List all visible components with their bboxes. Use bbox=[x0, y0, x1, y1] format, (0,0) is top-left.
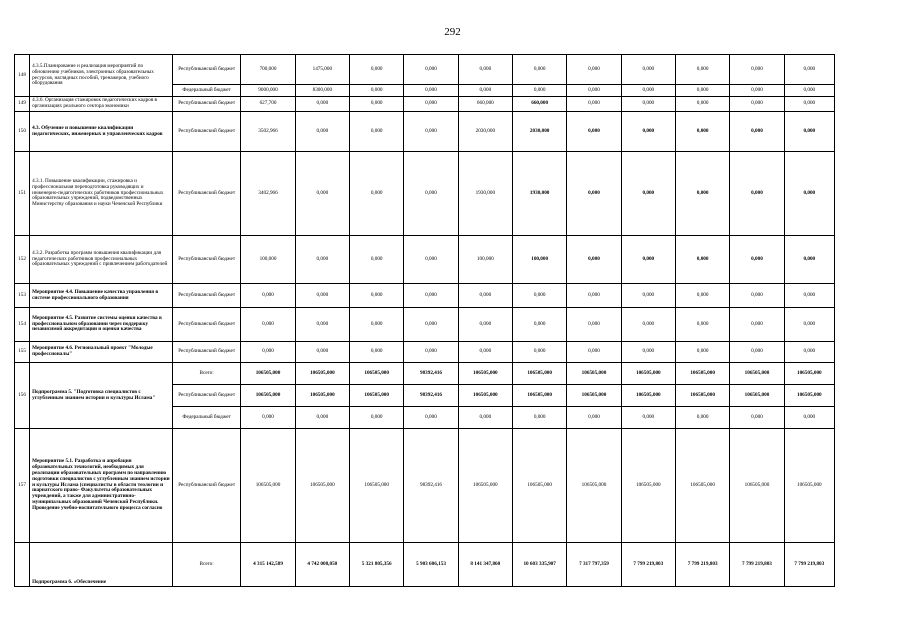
row-number: 155 bbox=[15, 342, 30, 363]
amount-cell: 0,000 bbox=[675, 112, 729, 152]
amount-cell: 98392,416 bbox=[404, 385, 458, 407]
amount-cell: 0,000 bbox=[458, 407, 512, 429]
amount-cell: 1475,000 bbox=[295, 55, 349, 85]
amount-cell: 0,000 bbox=[404, 112, 458, 152]
row-number: 150 bbox=[15, 112, 30, 152]
amount-cell: 0,000 bbox=[621, 284, 675, 308]
amount-cell: 0,000 bbox=[241, 407, 295, 429]
amount-cell: 106505,000 bbox=[350, 429, 404, 543]
amount-cell: 0,000 bbox=[621, 112, 675, 152]
amount-cell: 0,000 bbox=[404, 407, 458, 429]
funding-source: Республиканский бюджет bbox=[172, 284, 240, 308]
amount-cell: 7 799 219,803 bbox=[621, 543, 675, 587]
amount-cell: 9000,000 bbox=[241, 85, 295, 97]
amount-cell: 0,000 bbox=[730, 112, 784, 152]
table-row bbox=[15, 342, 835, 363]
funding-source: Республиканский бюджет bbox=[172, 308, 240, 342]
row-title: Мероприятие 4.4. Повышение качества управления в системе профессионального образования bbox=[30, 284, 173, 308]
amount-cell: 2030,000 bbox=[512, 112, 566, 152]
amount-cell: 106505,000 bbox=[621, 363, 675, 385]
amount-cell: 0,000 bbox=[295, 407, 349, 429]
amount-cell: 0,000 bbox=[730, 55, 784, 85]
amount-cell: 0,000 bbox=[730, 152, 784, 236]
table-row bbox=[15, 284, 835, 308]
amount-cell: 0,000 bbox=[567, 85, 621, 97]
amount-cell: 0,000 bbox=[784, 112, 834, 152]
amount-cell: 0,000 bbox=[567, 236, 621, 284]
amount-cell: 0,000 bbox=[621, 407, 675, 429]
amount-cell: 106505,000 bbox=[567, 429, 621, 543]
amount-cell: 0,000 bbox=[295, 342, 349, 363]
amount-cell: 10 603 335,907 bbox=[512, 543, 566, 587]
amount-cell: 5 321 805,356 bbox=[350, 543, 404, 587]
amount-cell: 106505,000 bbox=[295, 385, 349, 407]
funding-source: Федеральный бюджет bbox=[172, 85, 240, 97]
amount-cell: 0,000 bbox=[784, 236, 834, 284]
amount-cell: 98392,416 bbox=[404, 429, 458, 543]
funding-source: Республиканский бюджет bbox=[172, 112, 240, 152]
amount-cell: 0,000 bbox=[404, 342, 458, 363]
amount-cell: 0,000 bbox=[512, 85, 566, 97]
amount-cell: 0,000 bbox=[675, 407, 729, 429]
amount-cell: 106505,000 bbox=[295, 429, 349, 543]
row-title: 4.3. Обучение и повышение квалификации педагогических, инженерных и управленческих кадров bbox=[30, 112, 173, 152]
amount-cell: 1930,000 bbox=[458, 152, 512, 236]
row-number: 157 bbox=[15, 429, 30, 543]
amount-cell: 0,000 bbox=[512, 55, 566, 85]
amount-cell: 106505,000 bbox=[512, 385, 566, 407]
amount-cell: 660,000 bbox=[458, 97, 512, 112]
row-number: 156 bbox=[15, 363, 30, 429]
amount-cell: 0,000 bbox=[621, 342, 675, 363]
amount-cell: 0,000 bbox=[567, 342, 621, 363]
amount-cell: 4 315 142,589 bbox=[241, 543, 295, 587]
table-row bbox=[15, 55, 835, 85]
amount-cell: 0,000 bbox=[350, 407, 404, 429]
amount-cell: 106505,000 bbox=[295, 363, 349, 385]
amount-cell: 0,000 bbox=[621, 85, 675, 97]
amount-cell: 0,000 bbox=[350, 97, 404, 112]
amount-cell: 106505,000 bbox=[784, 363, 834, 385]
amount-cell: 0,000 bbox=[621, 152, 675, 236]
amount-cell: 0,000 bbox=[458, 308, 512, 342]
amount-cell: 3502,966 bbox=[241, 112, 295, 152]
amount-cell: 0,000 bbox=[784, 55, 834, 85]
amount-cell: 0,000 bbox=[730, 407, 784, 429]
amount-cell: 0,000 bbox=[295, 112, 349, 152]
amount-cell: 0,000 bbox=[784, 407, 834, 429]
amount-cell: 106505,000 bbox=[675, 363, 729, 385]
row-title: 4.3.2. Разработка программ повышения квалификации для педагогических работников профессиональных образовательных учреждений с привлечением работодателей bbox=[30, 236, 173, 284]
amount-cell: 0,000 bbox=[567, 55, 621, 85]
amount-cell: 0,000 bbox=[241, 284, 295, 308]
amount-cell: 106505,000 bbox=[512, 429, 566, 543]
budget-table bbox=[14, 54, 835, 587]
amount-cell: 0,000 bbox=[675, 152, 729, 236]
amount-cell: 0,000 bbox=[295, 236, 349, 284]
table-row bbox=[15, 112, 835, 152]
row-number: 153 bbox=[15, 284, 30, 308]
amount-cell: 0,000 bbox=[241, 308, 295, 342]
amount-cell: 106505,000 bbox=[675, 429, 729, 543]
amount-cell: 0,000 bbox=[512, 407, 566, 429]
amount-cell: 0,000 bbox=[512, 308, 566, 342]
amount-cell: 0,000 bbox=[404, 308, 458, 342]
amount-cell: 0,000 bbox=[621, 97, 675, 112]
table-row bbox=[15, 543, 835, 587]
row-title: 4.3.6. Организация стажировок педагогических кадров в организациях реального сектора экономики bbox=[30, 97, 173, 112]
amount-cell: 0,000 bbox=[567, 284, 621, 308]
row-title: Мероприятие 4.5. Развитие системы оценки качества в профессиональном образовании через поддержку независимой аккредитации и оценки качества bbox=[30, 308, 173, 342]
amount-cell: 0,000 bbox=[730, 236, 784, 284]
funding-source: Республиканский бюджет bbox=[172, 342, 240, 363]
amount-cell: 106505,000 bbox=[458, 429, 512, 543]
row-number bbox=[15, 543, 30, 587]
amount-cell: 0,000 bbox=[784, 97, 834, 112]
row-number: 149 bbox=[15, 97, 30, 112]
amount-cell: 0,000 bbox=[621, 55, 675, 85]
amount-cell: 0,000 bbox=[458, 342, 512, 363]
amount-cell: 0,000 bbox=[458, 55, 512, 85]
amount-cell: 106505,000 bbox=[621, 429, 675, 543]
amount-cell: 106505,000 bbox=[730, 429, 784, 543]
amount-cell: 2030,000 bbox=[458, 112, 512, 152]
amount-cell: 0,000 bbox=[295, 308, 349, 342]
amount-cell: 0,000 bbox=[730, 308, 784, 342]
amount-cell: 106505,000 bbox=[730, 363, 784, 385]
amount-cell: 7 799 219,803 bbox=[784, 543, 834, 587]
funding-source: Республиканский бюджет bbox=[172, 429, 240, 543]
amount-cell: 106505,000 bbox=[784, 429, 834, 543]
amount-cell: 0,000 bbox=[458, 284, 512, 308]
row-title: Подпрограмма 5. "Подготовка специалистов с углубленным знанием истории и культуры Ислама" bbox=[30, 363, 173, 429]
amount-cell: 0,000 bbox=[567, 112, 621, 152]
amount-cell: 100,000 bbox=[458, 236, 512, 284]
row-title: 4.3.5.Планирование и реализация мероприятий по обновлению учебников, электронных образовательных ресурсов, наглядных пособий, тренажеров, учебного оборудования bbox=[30, 55, 173, 97]
amount-cell: 3402,966 bbox=[241, 152, 295, 236]
amount-cell: 0,000 bbox=[784, 284, 834, 308]
amount-cell: 0,000 bbox=[567, 97, 621, 112]
amount-cell: 0,000 bbox=[621, 308, 675, 342]
page-number: 292 bbox=[444, 26, 461, 38]
amount-cell: 106505,000 bbox=[567, 385, 621, 407]
funding-source: Федеральный бюджет bbox=[172, 407, 240, 429]
amount-cell: 0,000 bbox=[295, 284, 349, 308]
amount-cell: 0,000 bbox=[730, 284, 784, 308]
amount-cell: 8300,000 bbox=[295, 85, 349, 97]
amount-cell: 0,000 bbox=[730, 97, 784, 112]
amount-cell: 0,000 bbox=[675, 284, 729, 308]
row-title: Мероприятие 5.1. Разработка и апробация образовательных технологий, необходимых для реализации образовательных программ по направлению подготовки специалистов с углубленным знанием истории и культуры Ислама (специалисты в области теологии и шариатского право- Факультеты образовательных учреждений, а также для административно-муниципальных образований Чеченской Республики. Проведение учебно-воспитательного процесса согласно bbox=[30, 429, 173, 543]
row-number: 154 bbox=[15, 308, 30, 342]
table-row bbox=[15, 308, 835, 342]
row-number: 151 bbox=[15, 152, 30, 236]
amount-cell: 0,000 bbox=[675, 97, 729, 112]
amount-cell: 0,000 bbox=[784, 308, 834, 342]
amount-cell: 106505,000 bbox=[241, 385, 295, 407]
amount-cell: 700,000 bbox=[241, 55, 295, 85]
amount-cell: 0,000 bbox=[512, 342, 566, 363]
amount-cell: 0,000 bbox=[350, 152, 404, 236]
funding-source: Республиканский бюджет bbox=[172, 385, 240, 407]
amount-cell: 4 742 008,050 bbox=[295, 543, 349, 587]
amount-cell: 0,000 bbox=[404, 55, 458, 85]
amount-cell: 7 317 797,359 bbox=[567, 543, 621, 587]
amount-cell: 0,000 bbox=[567, 407, 621, 429]
amount-cell: 0,000 bbox=[350, 284, 404, 308]
row-title: 4.3.1. Повышение квалификации, стажировка и профессиональная переподготовка руководящих и инженерно-педагогических работников профессиональных образовательных учреждений, подведомственных Министерству образования и науки Чеченской Республики bbox=[30, 152, 173, 236]
funding-source: Республиканский бюджет bbox=[172, 55, 240, 85]
amount-cell: 106505,000 bbox=[458, 385, 512, 407]
amount-cell: 0,000 bbox=[350, 236, 404, 284]
amount-cell: 0,000 bbox=[512, 284, 566, 308]
amount-cell: 0,000 bbox=[675, 236, 729, 284]
amount-cell: 0,000 bbox=[404, 236, 458, 284]
amount-cell: 106505,000 bbox=[458, 363, 512, 385]
amount-cell: 0,000 bbox=[675, 85, 729, 97]
table-row bbox=[15, 363, 835, 385]
amount-cell: 106505,000 bbox=[512, 363, 566, 385]
amount-cell: 100,000 bbox=[512, 236, 566, 284]
amount-cell: 7 799 219,803 bbox=[730, 543, 784, 587]
amount-cell: 0,000 bbox=[404, 97, 458, 112]
amount-cell: 0,000 bbox=[567, 308, 621, 342]
amount-cell: 106505,000 bbox=[350, 363, 404, 385]
funding-source: Республиканский бюджет bbox=[172, 97, 240, 112]
amount-cell: 627,700 bbox=[241, 97, 295, 112]
amount-cell: 7 799 219,803 bbox=[675, 543, 729, 587]
table-row bbox=[15, 97, 835, 112]
amount-cell: 0,000 bbox=[784, 342, 834, 363]
amount-cell: 106505,000 bbox=[730, 385, 784, 407]
amount-cell: 1930,000 bbox=[512, 152, 566, 236]
amount-cell: 0,000 bbox=[567, 152, 621, 236]
amount-cell: 0,000 bbox=[350, 308, 404, 342]
amount-cell: 0,000 bbox=[404, 284, 458, 308]
amount-cell: 0,000 bbox=[784, 152, 834, 236]
amount-cell: 0,000 bbox=[675, 308, 729, 342]
amount-cell: 0,000 bbox=[730, 342, 784, 363]
amount-cell: 0,000 bbox=[404, 85, 458, 97]
amount-cell: 106505,000 bbox=[241, 429, 295, 543]
amount-cell: 0,000 bbox=[675, 55, 729, 85]
amount-cell: 0,000 bbox=[730, 85, 784, 97]
amount-cell: 0,000 bbox=[350, 85, 404, 97]
table-row bbox=[15, 429, 835, 543]
row-number: 148 bbox=[15, 55, 30, 97]
row-title: Мероприятие 4.6. Региональный проект "Молодые профессионалы" bbox=[30, 342, 173, 363]
amount-cell: 106505,000 bbox=[350, 385, 404, 407]
table-row bbox=[15, 236, 835, 284]
amount-cell: 0,000 bbox=[350, 342, 404, 363]
amount-cell: 106505,000 bbox=[621, 385, 675, 407]
amount-cell: 5 903 606,153 bbox=[404, 543, 458, 587]
funding-source: Республиканский бюджет bbox=[172, 236, 240, 284]
funding-source: Всего: bbox=[172, 363, 240, 385]
amount-cell: 106505,000 bbox=[675, 385, 729, 407]
amount-cell: 660,000 bbox=[512, 97, 566, 112]
amount-cell: 0,000 bbox=[675, 342, 729, 363]
amount-cell: 0,000 bbox=[621, 236, 675, 284]
funding-source: Всего: bbox=[172, 543, 240, 587]
amount-cell: 106505,000 bbox=[241, 363, 295, 385]
table-row bbox=[15, 152, 835, 236]
amount-cell: 8 141 347,860 bbox=[458, 543, 512, 587]
row-title: Подпрограмма 6. «Обеспечение bbox=[30, 543, 173, 587]
funding-source: Республиканский бюджет bbox=[172, 152, 240, 236]
amount-cell: 0,000 bbox=[241, 342, 295, 363]
amount-cell: 0,000 bbox=[784, 85, 834, 97]
amount-cell: 106505,000 bbox=[567, 363, 621, 385]
amount-cell: 0,000 bbox=[350, 55, 404, 85]
row-number: 152 bbox=[15, 236, 30, 284]
amount-cell: 0,000 bbox=[295, 152, 349, 236]
amount-cell: 100,000 bbox=[241, 236, 295, 284]
amount-cell: 98392,416 bbox=[404, 363, 458, 385]
amount-cell: 106505,000 bbox=[784, 385, 834, 407]
amount-cell: 0,000 bbox=[295, 97, 349, 112]
amount-cell: 0,000 bbox=[458, 85, 512, 97]
amount-cell: 0,000 bbox=[350, 112, 404, 152]
amount-cell: 0,000 bbox=[404, 152, 458, 236]
